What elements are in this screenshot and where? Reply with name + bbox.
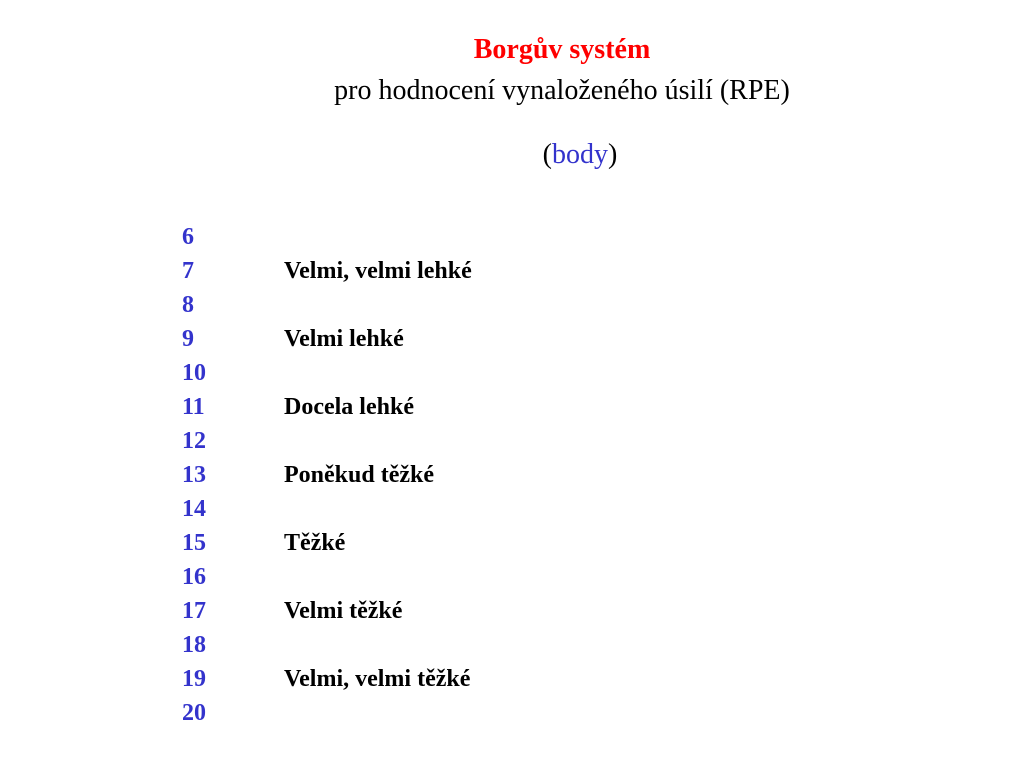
scale-row xyxy=(182,220,782,254)
scale-value: 17 xyxy=(182,598,206,624)
scale-row xyxy=(182,560,782,594)
scale-value: 10 xyxy=(182,360,206,386)
scale-value: 11 xyxy=(182,394,205,420)
slide-subtitle: pro hodnocení vynaloženého úsilí (RPE) xyxy=(334,75,790,106)
scale-description: Velmi, velmi lehké xyxy=(284,258,472,284)
scale-value: 13 xyxy=(182,462,206,488)
scale-row xyxy=(182,390,782,424)
scale-row xyxy=(182,356,782,390)
scale-value: 12 xyxy=(182,428,206,454)
scale-value: 18 xyxy=(182,632,206,658)
scale-row xyxy=(182,288,782,322)
scale-row xyxy=(182,628,782,662)
scale-row xyxy=(182,424,782,458)
scale-value: 16 xyxy=(182,564,206,590)
slide-title: Borgův systém xyxy=(473,34,651,65)
scale-description: Velmi lehké xyxy=(284,326,404,352)
scale-row xyxy=(182,696,782,730)
scale-row xyxy=(182,492,782,526)
scale-value: 19 xyxy=(182,666,206,692)
scale-description: Velmi, velmi těžké xyxy=(284,666,471,692)
unit-label xyxy=(0,138,1024,172)
scale-value: 14 xyxy=(182,496,206,522)
unit-close-paren: ) xyxy=(608,139,618,170)
scale-row xyxy=(182,526,782,560)
rpe-scale xyxy=(182,220,782,730)
scale-row xyxy=(182,254,782,288)
scale-description: Poněkud těžké xyxy=(284,462,434,488)
scale-value: 8 xyxy=(182,292,194,318)
scale-value: 6 xyxy=(182,224,194,250)
unit-open-paren: ( xyxy=(542,139,552,170)
scale-value: 15 xyxy=(182,530,206,556)
scale-row xyxy=(182,662,782,696)
scale-description: Velmi těžké xyxy=(284,598,403,624)
scale-description: Těžké xyxy=(284,530,346,556)
unit-word: body xyxy=(552,139,608,170)
scale-description: Docela lehké xyxy=(284,394,414,420)
scale-value: 7 xyxy=(182,258,194,284)
scale-row xyxy=(182,594,782,628)
scale-row xyxy=(182,322,782,356)
scale-value: 20 xyxy=(182,700,206,726)
scale-row xyxy=(182,458,782,492)
scale-value: 9 xyxy=(182,326,194,352)
